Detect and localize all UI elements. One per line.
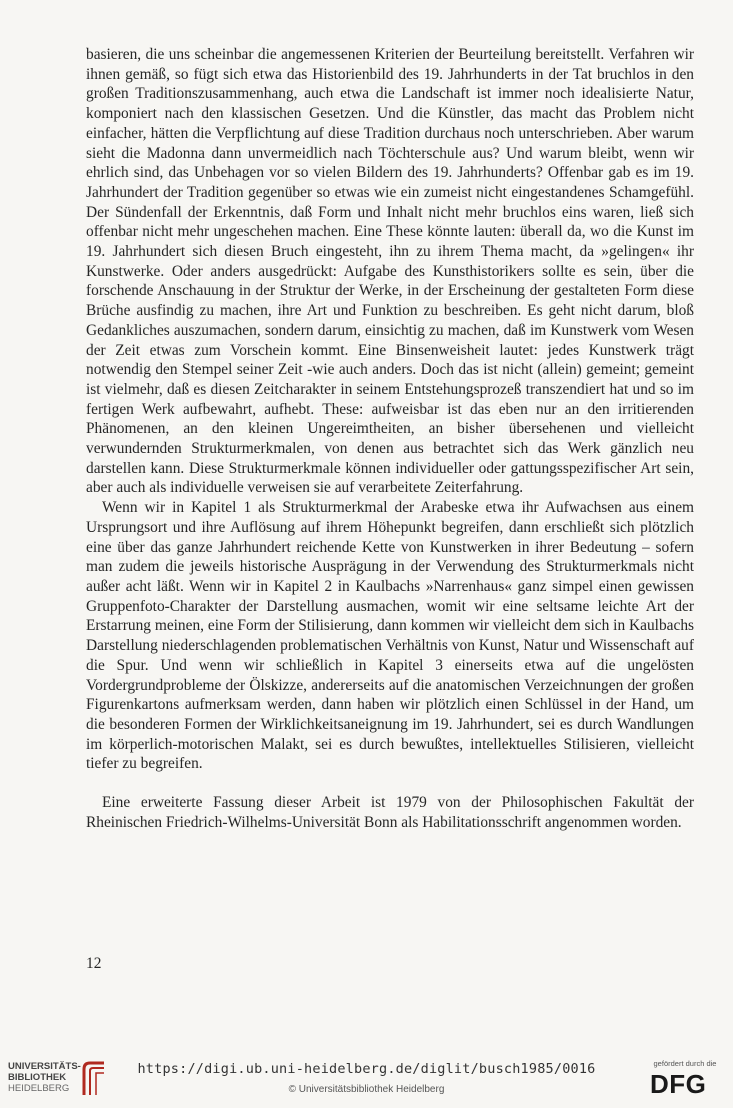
library-line-3: HEIDELBERG (8, 1083, 70, 1094)
library-line-2: BIBLIOTHEK (8, 1072, 67, 1083)
digitization-footer (0, 1049, 733, 1108)
dfg-label: gefördert durch die (653, 1059, 717, 1068)
dfg-logo[interactable] (648, 1059, 728, 1103)
dfg-wordmark: DFG (650, 1069, 707, 1099)
body-text (86, 45, 694, 832)
copyright-notice: © Universitätsbibliothek Heidelberg (288, 1084, 445, 1095)
permalink-url[interactable]: https://digi.ub.uni-heidelberg.de/diglit/busch1985/0016 (137, 1061, 596, 1077)
page-number: 12 (86, 955, 102, 972)
paragraph-2: Wenn wir in Kapitel 1 als Strukturmerkmal der Arabeske etwa ihr Aufwachsen aus einem Ursprungsort und ihre Auflösung auf ihrem Höhepunkt begreifen, dann erschließt sich plötzlich eine über das ganze Jahrhundert reichende Kette von Kunstwerken in ihrer Bedeutung – sofern man zudem die jeweils historische Ausprägung in der Verwendung des Strukturmerkmals nicht außer acht läßt. Wenn wir in Kapitel 2 in Kaulbachs »Narrenhaus« ganz simpel einen gewissen Gruppenfoto-Charakter der Darstellung ausmachen, womit wir eine seltsame leichte Art der Erstarrung meinen, eine Form der Stilisierung, dann kommen wir vielleicht dem sich in Kaulbachs Darstellung niederschlagenden problematischen Verhältnis von Kunst, Natur und Wissenschaft auf die Spur. Und wenn wir schließlich in Kapitel 3 einerseits etwa auf die ungelösten Vordergrundprobleme der Ölskizze, andererseits auf die anatomischen Verzeichnungen der großen Figurenkartons aufmerksam werden, dann haben wir plötzlich einen Schlüssel in der Hand, um die besonderen Formen der Wirklichkeitsaneignung im 19. Jahrhundert, sei es durch Wandlungen im körperlich-motorischen Malakt, sei es durch bewußtes, intellektuelles Stilisieren, vielleicht tiefer zu begreifen. (86, 499, 694, 773)
library-line-1: UNIVERSITÄTS- (8, 1061, 81, 1072)
paragraph-note: Eine erweiterte Fassung dieser Arbeit ist 1979 von der Philosophischen Fakultät der Rheinischen Friedrich-Wilhelms-Universität Bonn als Habilitationsschrift angenommen worden. (86, 794, 694, 831)
paragraph-1: basieren, die uns scheinbar die angemessenen Kriterien der Beurteilung bereitstellt. Verfahren wir ihnen gemäß, so fügt sich etwa das Historienbild des 19. Jahrhunderts in der Tat bruchlos in den großen Traditionszusammenhang, auch etwa die Landschaft ist immer noch idealisierte Natur, komponiert nach den klassischen Gesetzen. Und die Künstler, das macht das Problem nicht einfacher, hätten die Verpflichtung auf diese Tradition durchaus noch unterschrieben. Aber warum sieht die Madonna dann unvermeidlich nach Töchterschule aus? Und warum bleibt, wenn wir ehrlich sind, das Unbehagen vor so vielen Bildern des 19. Jahrhunderts? Offenbar gab es im 19. Jahrhundert der Tradition gegenüber so etwas wie ein zumeist nicht eingestandenes Schamgefühl. Der Sündenfall der Erkenntnis, daß Form und Inhalt nicht mehr bruchlos eins waren, ließ sich offenbar nicht mehr ungeschehen machen. Eine These könnte lauten: überall da, wo die Kunst im 19. Jahrhundert sich diesen Bruch eingesteht, ihn zu ihrem Thema macht, da »gelingen« ihr Kunstwerke. Oder anders ausgedrückt: Aufgabe des Kunsthistorikers sollte es sein, über die forschende Anschauung in der Struktur der Werke, in der Erscheinung der gestalteten Form diese Brüche ausfindig zu machen, ihre Art und Funktion zu beschreiben. Es geht nicht darum, bloß Gedankliches auszumachen, sondern darum, einsichtig zu machen, daß im Kunstwerk vom Wesen der Zeit etwas zum Vorschein kommt. Eine Binsenweisheit lautet: jedes Kunstwerk trägt notwendig den Stempel seiner Zeit -wie auch anders. Doch das ist nicht (allein) gemeint; gemeint ist vielmehr, daß es diesen Zeitcharakter in seinem Entstehungsprozeß transzendiert hat und so im fertigen Werk aufbewahrt, aufhebt. These: aufweisbar ist das eben nur an den irritierenden Phänomenen, an den kleinen Ungereimtheiten, an bisher übersehenen und vielleicht verwundernden Strukturmerkmalen, von denen aus betrachtet sich das Werk gänzlich neu darstellen kann. Diese Strukturmerkmale können individueller oder gattungsspezifischer Art sein, aber auch als individuelle verweisen sie auf verarbeitete Zeiterfahrung. (86, 46, 694, 497)
